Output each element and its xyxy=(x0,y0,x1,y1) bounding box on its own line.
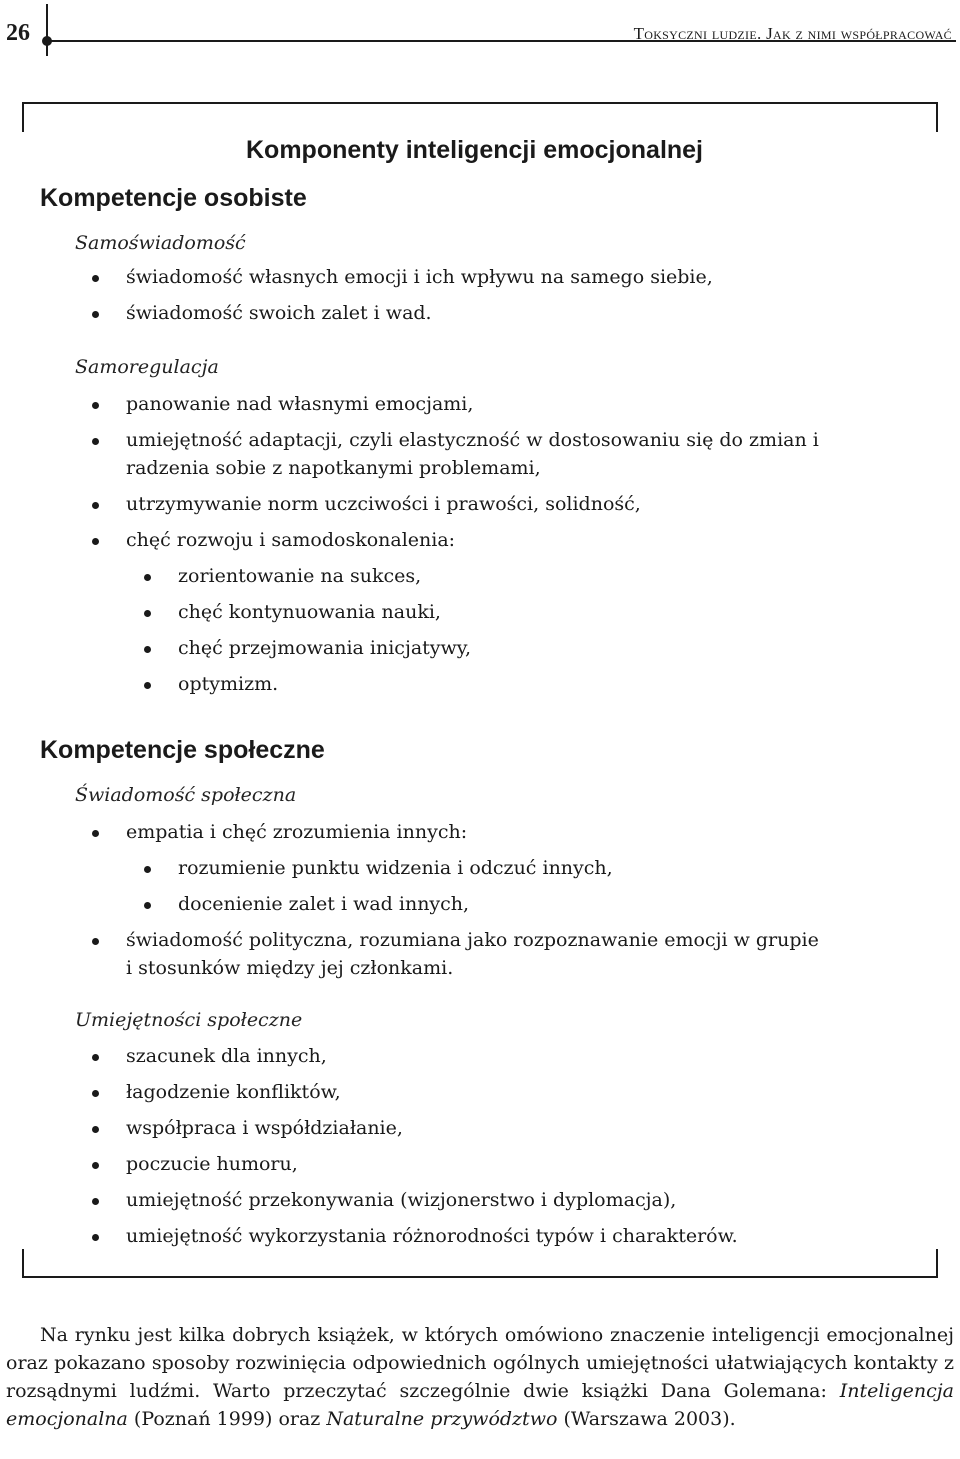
bullet xyxy=(92,275,99,282)
bullet xyxy=(92,938,99,945)
box-bottom-left-tick xyxy=(22,1249,24,1278)
section-heading-personal: Kompetencje osobiste xyxy=(40,184,307,212)
list-item: świadomość polityczna, rozumiana jako rozpoznawanie emocji w grupie xyxy=(126,929,819,951)
subheading-social-awareness: Świadomość społeczna xyxy=(75,784,297,806)
bullet xyxy=(144,682,151,689)
body-paragraph xyxy=(6,1321,954,1433)
subheading-self-awareness: Samoświadomość xyxy=(75,232,246,254)
sub-list-item: zorientowanie na sukces, xyxy=(178,565,422,587)
list-item: chęć rozwoju i samodoskonalenia: xyxy=(126,529,456,551)
box-top-rule xyxy=(22,102,938,104)
bullet xyxy=(92,1162,99,1169)
bullet xyxy=(92,1054,99,1061)
header-vertical-rule xyxy=(46,4,48,56)
list-item: szacunek dla innych, xyxy=(126,1045,327,1067)
box-bottom-rule xyxy=(22,1276,938,1278)
bullet xyxy=(144,610,151,617)
book-title: Naturalne przywództwo xyxy=(326,1408,558,1430)
bullet xyxy=(92,1090,99,1097)
bullet xyxy=(92,438,99,445)
paragraph-text: (Warszawa 2003). xyxy=(557,1408,736,1430)
running-title: Toksyczni ludzie. Jak z nimi współpracować xyxy=(633,24,952,43)
bullet xyxy=(92,311,99,318)
bullet xyxy=(144,574,151,581)
list-item: empatia i chęć zrozumienia innych: xyxy=(126,821,468,843)
paragraph-text: Na rynku jest kilka dobrych książek, w których omówiono znaczenie inteligencji emocjonalnej oraz pokazano sposoby rozwinięcia odpowiednich ogólnych umiejętności ułatwiających kontakty z rozsądnymi ludźmi. Warto przeczytać szczególnie dwie książki Dana Golemana: xyxy=(6,1324,954,1402)
sub-list-item: rozumienie punktu widzenia i odczuć innych, xyxy=(178,857,613,879)
bullet xyxy=(92,1234,99,1241)
page-number: 26 xyxy=(6,20,30,46)
bullet xyxy=(92,1126,99,1133)
list-item: utrzymywanie norm uczciwości i prawości, solidność, xyxy=(126,493,641,515)
subheading-social-skills: Umiejętności społeczne xyxy=(75,1009,303,1031)
box-bottom-right-tick xyxy=(936,1249,938,1278)
sub-list-item: chęć kontynuowania nauki, xyxy=(178,601,441,623)
list-item: współpraca i współdziałanie, xyxy=(126,1117,403,1139)
list-item: świadomość własnych emocji i ich wpływu na samego siebie, xyxy=(126,266,713,288)
header-rule-dot xyxy=(42,36,52,46)
list-item: umiejętność adaptacji, czyli elastyczność w dostosowaniu się do zmian i xyxy=(126,429,819,451)
bullet xyxy=(92,502,99,509)
list-item: panowanie nad własnymi emocjami, xyxy=(126,393,474,415)
list-item: poczucie humoru, xyxy=(126,1153,298,1175)
list-item-continuation: radzenia sobie z napotkanymi problemami, xyxy=(126,457,541,479)
sub-list-item: docenienie zalet i wad innych, xyxy=(178,893,470,915)
subheading-self-regulation: Samoregulacja xyxy=(75,356,219,378)
section-heading-social: Kompetencje społeczne xyxy=(40,736,325,764)
list-item: umiejętność wykorzystania różnorodności typów i charakterów. xyxy=(126,1225,738,1247)
bullet xyxy=(144,902,151,909)
sub-list-item: optymizm. xyxy=(178,673,279,695)
book-title: Inteligencja emocjonalna xyxy=(6,1380,954,1430)
box-top-right-tick xyxy=(936,102,938,132)
list-item-continuation: i stosunków między jej członkami. xyxy=(126,957,454,979)
bullet xyxy=(92,538,99,545)
bullet xyxy=(144,646,151,653)
list-item: świadomość swoich zalet i wad. xyxy=(126,302,432,324)
list-item: łagodzenie konfliktów, xyxy=(126,1081,341,1103)
bullet xyxy=(92,402,99,409)
bullet xyxy=(92,1198,99,1205)
bullet xyxy=(144,866,151,873)
paragraph-text: (Poznań 1999) oraz xyxy=(127,1408,327,1430)
box-top-left-tick xyxy=(22,102,24,132)
box-title: Komponenty inteligencji emocjonalnej xyxy=(246,136,704,164)
sub-list-item: chęć przejmowania inicjatywy, xyxy=(178,637,472,659)
list-item: umiejętność przekonywania (wizjonerstwo i dyplomacja), xyxy=(126,1189,677,1211)
bullet xyxy=(92,830,99,837)
